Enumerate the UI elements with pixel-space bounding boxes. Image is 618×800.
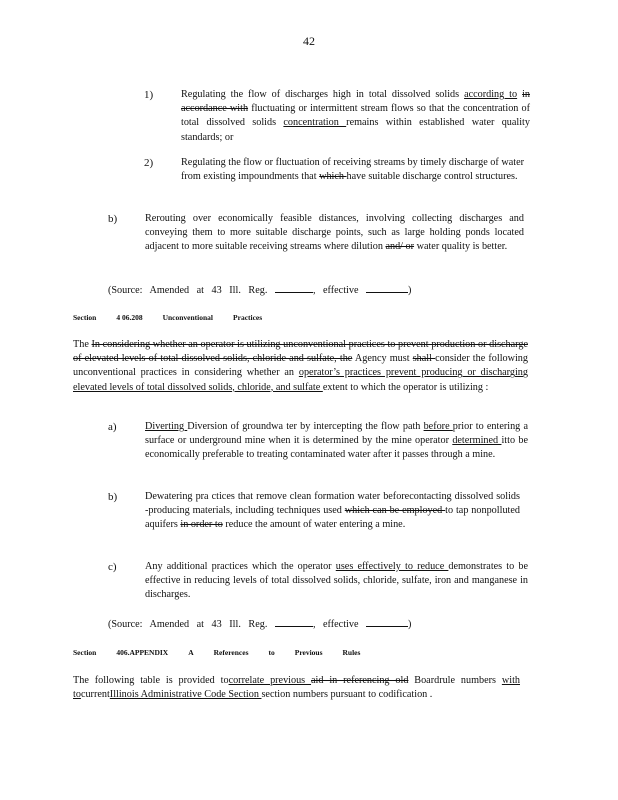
section-206-heading: Section 4 06.208 Unconventional Practices — [73, 313, 263, 322]
practice-c-paragraph: Any additional practices which the operator uses effectively to reduce demonstrates to be effective in reducing levels of total dissolved solids, chloride, sulfate, iron and manganese in discharges. — [145, 561, 529, 601]
item-b-paragraph: Rerouting over economically feasible distances, involving collecting discharges and conveying them to more suitable discharge points, such as large holding ponds located adjacent to more suitable receiving streams where dilution and/ or water quality is better. — [145, 213, 524, 253]
appendix-paragraph: The following table is provided tocorrelate previous aid in referencing old Boardrule numbers with tocurrentIllinois Administrative Code Section section numbers pursuant to codification . — [73, 675, 520, 701]
source-note-1: (Source: Amended at 43 Ill. Reg. , effective ) — [108, 282, 528, 298]
item-1-paragraph: Regulating the flow of discharges high in total dissolved solids according to in accordance with fluctuating or intermittent stream flows so that the concentration of total dissolved solids concentration remains within established water quality standards; or — [181, 89, 530, 143]
source-note-2: (Source: Amended at 43 Ill. Reg. , effective ) — [108, 616, 528, 632]
item-2-paragraph: Regulating the flow or fluctuation of receiving streams by timely discharge of water from existing impoundments that which have suitable discharge control structures. — [181, 157, 524, 183]
practice-a-number: a) — [108, 421, 117, 433]
practice-b-number: b) — [108, 491, 118, 503]
practice-b-paragraph: Dewatering pra ctices that remove clean formation water beforecontacting dissolved solids -producing materials, including techniques used which can be employed to tap nonpolluted aquifers in order to reduce the amount of water entering a mine. — [145, 491, 520, 531]
item-b-number: b) — [108, 213, 118, 225]
practice-c-number: c) — [108, 561, 117, 573]
section-appendix-heading: Section 406.APPENDIX A References to Previous Rules — [73, 648, 361, 657]
item-2-number: 2) — [144, 157, 154, 169]
item-1-number: 1) — [144, 89, 154, 101]
practice-a-paragraph: Diverting Diversion of groundwa ter by intercepting the flow path before prior to entering a surface or underground mine when it is determined by the mine operator determined itto be economically preferable to treating contaminated water after it passes through a mine. — [145, 421, 528, 461]
page-number: 42 — [303, 34, 315, 48]
section-206-intro-paragraph: The In considering whether an operator is utilizing unconventional practices to prevent production or discharge of elevated levels of total dissolved solids, chloride and sulfate, the Agency must shall consider the following unconventional practices in considering whether an operator’s practices prevent producing or discharging elevated levels of total dissolved solids, chloride, and sulfate extent to which the operator is utilizing : — [73, 339, 528, 393]
